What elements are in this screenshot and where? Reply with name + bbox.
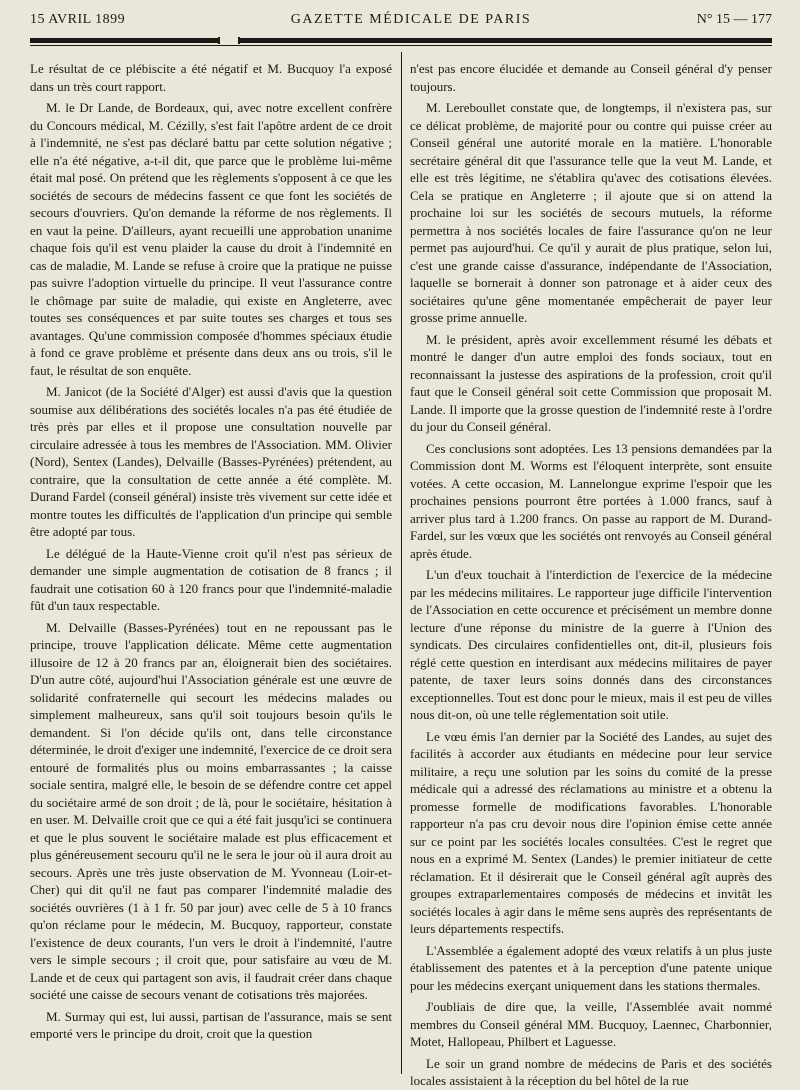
paragraph: Le vœu émis l'an dernier par la Société des Landes, au sujet des facilités à accorder aux étudiants en médecine pour leur service militaire, a reçu une solution par les soins du comité de la presse médicale qui a adressé des réclamations au ministre et a obtenu la promesse formelle de modifications favorables. L'honorable rapporteur n'a pas cru devoir nous dire l'opinion émise cette année sur ce point par les sociétés locales consultées. C'est le regret que nous en a exprimé M. Sentex (Landes) le premier initiateur de cette réclamation. Et il désirerait que le Conseil général agît auprès des groupes extraparlementaires composés de médecins et invitât les sociétés locales à agir dans le même sens auprès des représentants de leurs départements respectifs. xyxy=(410,728,772,936)
left-column xyxy=(30,60,392,1074)
paragraph: Le résultat de ce plébiscite a été négatif et M. Bucquoy l'a exposé dans un très court rapport. xyxy=(30,61,392,94)
paragraph: M. Lereboullet constate que, de longtemps, il n'existera pas, sur ce délicat problème, de majorité pour ou contre qui puisse créer au Conseil général une autorité morale en la matière. L'honorable secrétaire général dit que l'assurance telle que la veut M. Lande, et elle est très légitime, ne s'établira qu'avec des cotisations élevées. Cela se pratique en Angleterre ; il ajoute que si on attend la prochaine loi sur les sociétés de secours mutuels, la réforme permettra à nos sociétés locales de faire l'assurance qu'on ne leur permet pas aujourd'hui. Ce qu'il y aurait de plus pratique, selon lui, c'est une grande caisse d'assurance, indépendante de l'Association, laquelle se bornerait à donner son patronage et à aider ceux des sociétaires qu'une gêne momentanée empêcherait de payer leur grosse prime annuelle. xyxy=(410,100,772,325)
paragraph: n'est pas encore élucidée et demande au Conseil général d'y penser toujours. xyxy=(410,61,772,94)
header-rule-ornament xyxy=(218,37,240,44)
paragraph: M. Janicot (de la Société d'Alger) est aussi d'avis que la question soumise aux délibérations des sociétés locales n'a pas été étudiée de très près par elles et il propose une consultation nouvelle par circulaire adressée à tous les membres de l'Association. MM. Olivier (Nord), Sentex (Landes), Delvaille (Basses-Pyrénées) prétendent, au contraire, que la consultation de cette année a été complète. M. Durand Fardel (conseil général) insiste très vivement sur cette idée et montre toutes les difficultés de l'application d'un principe qui semble être adopté par tous. xyxy=(30,384,392,539)
paragraph: Le délégué de la Haute-Vienne croit qu'il n'est pas sérieux de demander une simple augmentation de cotisation de 8 francs ; il faudrait une cotisation 60 à 120 francs pour que l'indemnité-maladie fût d'un taux respectable. xyxy=(30,545,392,613)
paragraph: M. le président, après avoir excellemment résumé les débats et montré le danger d'un autre emploi des fonds sociaux, tout en reconnaissant la justesse des aspirations de la profession, croit qu'il faut que le Conseil général soit cette Commission que proposait M. Lande. Il importe que la grosse question de l'indemnité reste à l'ordre du jour du Conseil général. xyxy=(410,331,772,434)
paragraph: M. le Dr Lande, de Bordeaux, qui, avec notre excellent confrère du Concours médical, M. Cézilly, s'est fait l'apôtre ardent de ce droit à l'indemnité, ne s'est pas déclaré battu par cette solution négative ; elle n'a été négative, a-t-il dit, que parce que le problème lui-même était mal posé. On prétend que les règlements s'opposent à ce que les sociétés de secours de médecins fassent ce que font les sociétés de secours d'ouvriers. Qu'on demande la réforme de nos règlements. Il en vaut la peine. D'ailleurs, ayant recueilli une approbation unanime chaque fois qu'il est venu plaider la cause du droit à l'indemnité en cas de maladie, M. Lande se refuse à croire que la pratique ne puisse pas suivre l'adoption virtuelle du principe. Il veut l'assurance contre le chômage par suite de maladie, qui existe en Angleterre, avec toutes ses conséquences et par suite toutes ses charges et tous ses avantages. Qu'une commission composée d'hommes spéciaux étudie à fond ce grave problème et présente dans deux ans ou trois, s'il le faut, le résultat de son enquête. xyxy=(30,100,392,378)
header-rule-thin xyxy=(30,45,772,46)
paragraph: Ces conclusions sont adoptées. Les 13 pensions demandées par la Commission dont M. Worms est l'éloquent interprète, sont ensuite votées. A cette occasion, M. Lannelongue exprime l'espoir que les prochaines pensions pourront être portées à 1.000 francs, sauf à arriver plus tard à 1.200 francs. On passe au rapport de M. Durand-Fardel, sur les vœux que les sociétés ont renvoyés au Conseil général après étude. xyxy=(410,440,772,561)
paragraph: L'Assemblée a également adopté des vœux relatifs à un plus juste établissement des patentes et à la perception d'une patente unique pour les médecins exerçant uniquement dans les stations thermales. xyxy=(410,942,772,993)
paragraph: J'oubliais de dire que, la veille, l'Assemblée avait nommé membres du Conseil général MM. Bucquoy, Laennec, Charbonnier, Motet, Hallopeau, Philbert et Laguesse. xyxy=(410,999,772,1049)
publication-title: GAZETTE MÉDICALE DE PARIS xyxy=(290,12,532,27)
header-rule xyxy=(30,38,772,43)
paragraph: M. Surmay qui est, lui aussi, partisan de l'assurance, mais se sent emporté vers le principe du droit, croit que la question xyxy=(30,1008,392,1041)
right-column xyxy=(410,60,772,1088)
column-divider xyxy=(401,52,402,1074)
issue-date: 15 AVRIL 1899 xyxy=(30,12,126,27)
paragraph: Le soir un grand nombre de médecins de Paris et des sociétés locales assistaient à la réception du bel hôtel de la rue xyxy=(410,1055,772,1088)
paragraph: M. Delvaille (Basses-Pyrénées) tout en ne repoussant pas le principe, trouve l'application délicate. Même cette augmentation illusoire de 12 à 20 francs par an, éloignerait bien des sociétaires. D'un autre côté, aujourd'hui l'Association générale est une œuvre de solidarité confraternelle qui secourt les médecins malades ou simplement malheureux, sans qu'il soit toujours besoin qu'ils le demandent. Si l'on décide qu'ils ont, dans telle circonstance déterminée, le droit d'exiger une indemnité, l'exercice de ce droit sera entouré de formalités plus ou moins embarrassantes ; la caisse sociale sentira, malgré elle, le besoin de se défendre contre cet appel du sociétaire armé de son droit ; de là, pour le sociétaire, hésitation à en user. M. Delvaille croit que ce qui a été fait jusqu'ici se continuera et que le plus souvent le sociétaire malade est plus efficacement et plus généreusement secouru qu'il ne le sera le jour où il aura droit au secours. Après une très juste observation de M. Yvonneau (Loir-et-Cher) qui dit qu'il ne faut pas comparer l'indemnité maladie des sociétés ouvrières (1 à 1 fr. 50 par jour) avec celle de 5 à 10 francs qu'on réclame pour le médecin, M. Bucquoy, rapporteur, constate l'existence de deux courants, l'un vers le droit à l'indemnité, l'autre vers le simple secours ; il croit que, pour satisfaire au vœu de M. Lande et de ceux qui partagent son avis, il faudrait créer dans chaque société une caisse de secours venant de cotisations très majorées. xyxy=(30,619,392,1002)
issue-and-page-number: N° 15 — 177 xyxy=(696,12,772,27)
paragraph: L'un d'eux touchait à l'interdiction de l'exercice de la médecine par les médecins militaires. Le rapporteur juge difficile l'intervention de l'Association en cette occurence et précisément un membre donne lecture d'une réponse du ministre de la guerre à l'Union des syndicats. Des circulaires confidentielles ont, dit-il, plusieurs fois réglé cette question en interdisant aux médecins militaires de payer patente, de taxer leurs soins donnés dans des circonstances exceptionnelles. Tout est donc pour le mieux, mais il est peu de villes nous dit-on, où une telle réglementation soit utile. xyxy=(410,567,772,722)
page-header xyxy=(30,12,772,34)
